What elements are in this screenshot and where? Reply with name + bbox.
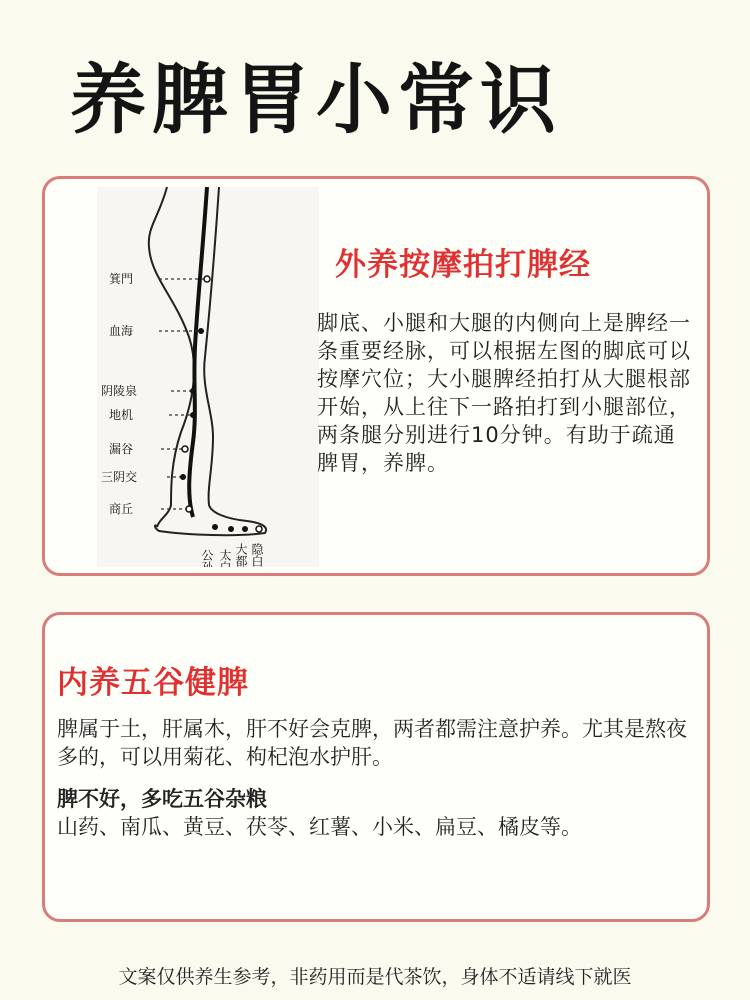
label-diji: 地机 (109, 408, 134, 422)
section2-body (57, 715, 697, 841)
leg-diagram-panel (97, 187, 319, 567)
section2-heading: 内养五谷健脾 (57, 665, 249, 701)
leg-outline-back (149, 187, 194, 527)
acupoint-gongsun (212, 524, 218, 530)
section1-body: 脚底、小腿和大腿的内侧向上是脾经一条重要经脉，可以根据左图的脚底可以按摩穴位；大小腿脾经拍打从大腿根部开始，从上往下一路拍打到小腿部位，两条腿分别进行10分钟。有助于疏通脾胃，养脾。 (317, 311, 691, 475)
acupoint-diji (190, 412, 196, 418)
acupoint-sanyinjiao (180, 474, 186, 480)
acupoint-jimen (204, 276, 210, 282)
label-yinbai: 隐白 (250, 543, 264, 567)
acupoint-xuehai (198, 328, 204, 334)
section1-heading: 外养按摩拍打脾经 (335, 247, 591, 283)
acupoint-yinbai (256, 526, 262, 532)
label-sanyinjiao: 三阴交 (101, 470, 138, 484)
label-taibai: 太白 (218, 549, 232, 567)
label-lougu: 漏谷 (109, 442, 134, 456)
acupoint-lougu (182, 446, 188, 452)
grain-card (42, 612, 710, 922)
label-yinlingquan: 阴陵泉 (101, 384, 138, 398)
acupoint-taibai (228, 526, 234, 532)
disclaimer-footer: 文案仅供养生参考，非药用而是代茶饮，身体不适请线下就医 (118, 966, 632, 988)
label-shangqiu: 商丘 (109, 502, 134, 516)
label-jimen: 箕門 (109, 272, 134, 286)
massage-card (42, 176, 710, 576)
label-xuehai: 血海 (109, 324, 134, 338)
label-dadu: 大都 (234, 543, 248, 567)
section2-para1: 脾属于土，肝属木，肝不好会克脾，两者都需注意护养。尤其是熬夜多的，可以用菊花、枸杞泡水护肝。 (57, 717, 687, 769)
acupoint-dadu (242, 526, 248, 532)
section2-para2: 山药、南瓜、黄豆、茯苓、红薯、小米、扁豆、橘皮等。 (57, 815, 582, 839)
page-title: 养脾胃小常识 (70, 55, 562, 144)
spleen-meridian-leg-diagram (97, 187, 319, 567)
acupoint-shangqiu (186, 506, 192, 512)
label-gongsun: 公孙 (200, 549, 214, 567)
acupoint-yinlingquan (190, 388, 196, 394)
section2-subheading: 脾不好，多吃五谷杂粮 (57, 787, 267, 811)
